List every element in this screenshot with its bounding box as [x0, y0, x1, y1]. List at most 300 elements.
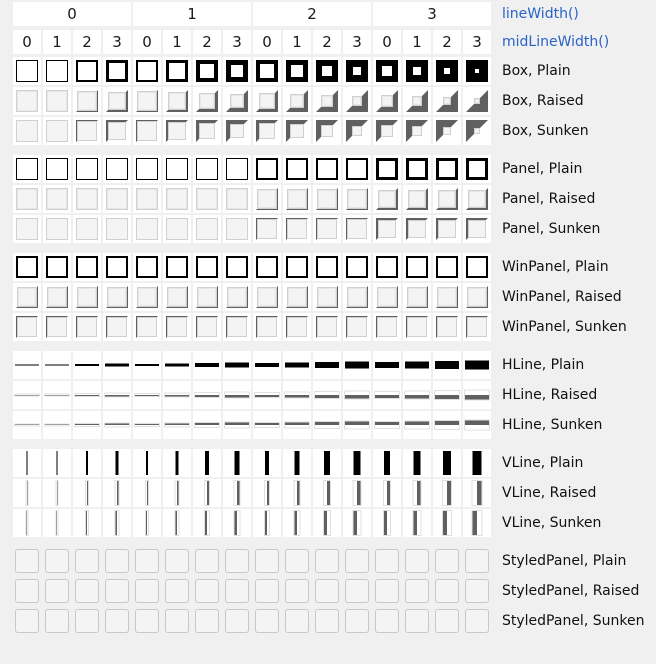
frame-sample: [46, 188, 68, 210]
frame-sample: [376, 286, 398, 308]
row-label: VLine, Sunken: [502, 515, 602, 531]
styled-panel-sample: [375, 549, 399, 573]
frame-sample: [466, 188, 488, 210]
frame-sample: [226, 218, 248, 240]
frame-sample: [406, 286, 428, 308]
sample-cell: [73, 479, 101, 507]
sample-cell: [283, 411, 311, 439]
hline-sample: [285, 423, 309, 428]
sample-cell: [283, 253, 311, 281]
sample-cell: [343, 313, 371, 341]
sample-cell: [193, 155, 221, 183]
row-label: VLine, Plain: [502, 455, 584, 471]
sample-cell: [13, 185, 41, 213]
styled-panel-sample: [195, 609, 219, 633]
sample-cell: [433, 283, 461, 311]
styled-panel-sample: [135, 579, 159, 603]
sample-cell: [43, 283, 71, 311]
sample-cell: [13, 57, 41, 85]
frame-sample: [46, 286, 68, 308]
hline-sample: [45, 365, 69, 366]
frame-sample: [46, 316, 68, 338]
sample-cell: [373, 351, 401, 379]
vline-sample: [27, 511, 28, 535]
frame-sample: [436, 60, 458, 82]
sample-row-cells: [0, 117, 492, 145]
frame-sample: [76, 120, 98, 142]
sample-cell: [283, 117, 311, 145]
sample-cell: [43, 509, 71, 537]
vline-sample: [27, 451, 28, 475]
vline-sample: [295, 481, 300, 505]
sample-cell: [103, 185, 131, 213]
frame-sample: [436, 256, 458, 278]
styled-panel-sample: [105, 579, 129, 603]
frame-sample: [346, 218, 368, 240]
sample-cell: [313, 381, 341, 409]
mid-line-width-header-row: [0, 28, 656, 56]
frame-sample: [76, 316, 98, 338]
frame-sample: [466, 158, 488, 180]
frame-sample: [106, 158, 128, 180]
sample-cell: [193, 547, 221, 575]
sample-cell: [13, 253, 41, 281]
sample-cell: [463, 283, 491, 311]
vline-sample: [354, 481, 361, 505]
frame-sample: [466, 256, 488, 278]
sample-row: [0, 86, 656, 116]
frame-sample: [196, 60, 218, 82]
hline-sample: [105, 394, 129, 397]
sample-cell: [463, 155, 491, 183]
vline-sample: [354, 451, 361, 475]
styled-panel-sample: [75, 579, 99, 603]
frame-sample: [196, 120, 218, 142]
vline-sample: [86, 481, 88, 505]
row-label: HLine, Raised: [502, 387, 598, 403]
hline-sample: [225, 363, 249, 368]
sample-cell: [403, 449, 431, 477]
styled-panel-sample: [195, 549, 219, 573]
sample-cell: [103, 577, 131, 605]
frame-sample: [226, 90, 248, 112]
sample-cell: [133, 577, 161, 605]
sample-cell: [253, 283, 281, 311]
mid-line-width-value: 3: [343, 30, 371, 54]
sample-cell: [223, 577, 251, 605]
frame-sample: [16, 90, 38, 112]
sample-cell: [13, 313, 41, 341]
styled-panel-sample: [345, 579, 369, 603]
row-label: WinPanel, Sunken: [502, 319, 627, 335]
frame-sample: [346, 90, 368, 112]
frame-sample: [316, 120, 338, 142]
sample-cell: [463, 381, 491, 409]
styled-panel-sample: [135, 609, 159, 633]
frame-sample: [16, 60, 38, 82]
sample-cell: [163, 607, 191, 635]
sample-cell: [253, 117, 281, 145]
styled-panel-sample: [15, 609, 39, 633]
sample-cell: [403, 509, 431, 537]
sample-cell: [133, 479, 161, 507]
sample-cell: [73, 313, 101, 341]
sample-cell: [193, 381, 221, 409]
styled-panel-sample: [315, 579, 339, 603]
sample-cell: [283, 607, 311, 635]
sample-cell: [43, 57, 71, 85]
hline-sample: [105, 424, 129, 427]
sample-cell: [343, 185, 371, 213]
sample-cell: [193, 449, 221, 477]
row-label: StyledPanel, Raised: [502, 583, 640, 599]
frame-sample: [76, 90, 98, 112]
sample-row-cells: [0, 155, 492, 183]
sample-cell: [253, 253, 281, 281]
sample-cell: [133, 381, 161, 409]
sample-cell: [283, 185, 311, 213]
frame-sample: [256, 158, 278, 180]
frame-sample: [376, 90, 398, 112]
sample-rows: [0, 56, 656, 636]
vline-sample: [414, 511, 421, 535]
hline-sample: [15, 395, 39, 396]
styled-panel-sample: [405, 549, 429, 573]
frame-sample: [196, 188, 218, 210]
sample-cell: [433, 313, 461, 341]
sample-cell: [73, 253, 101, 281]
sample-row: [0, 214, 656, 244]
sample-row: [0, 508, 656, 538]
styled-panel-sample: [345, 609, 369, 633]
hline-sample: [435, 421, 459, 429]
sample-cell: [163, 185, 191, 213]
row-label: Panel, Plain: [502, 161, 583, 177]
vline-sample: [116, 451, 119, 475]
sample-cell: [193, 117, 221, 145]
styled-panel-sample: [105, 609, 129, 633]
sample-cell: [313, 313, 341, 341]
sample-cell: [343, 509, 371, 537]
hline-sample: [135, 364, 159, 366]
hline-sample: [15, 425, 39, 426]
mid-line-width-value: 2: [433, 30, 461, 54]
vline-sample: [176, 451, 179, 475]
sample-cell: [343, 411, 371, 439]
hline-sample: [345, 362, 369, 369]
vline-sample: [384, 481, 390, 505]
frame-sample: [346, 316, 368, 338]
frame-sample: [316, 286, 338, 308]
sample-row: [0, 252, 656, 282]
sample-cell: [73, 57, 101, 85]
styled-panel-sample: [465, 579, 489, 603]
sample-cell: [463, 57, 491, 85]
frame-sample: [346, 256, 368, 278]
hline-sample: [75, 394, 99, 396]
frame-sample: [376, 218, 398, 240]
sample-cell: [283, 449, 311, 477]
sample-cell: [223, 215, 251, 243]
vline-sample: [146, 481, 148, 505]
sample-cell: [253, 547, 281, 575]
sample-cell: [163, 351, 191, 379]
sample-cell: [193, 313, 221, 341]
sample-cell: [103, 117, 131, 145]
sample-cell: [373, 253, 401, 281]
vline-sample: [324, 451, 330, 475]
styled-panel-sample: [15, 579, 39, 603]
frame-sample: [196, 316, 218, 338]
sample-cell: [103, 253, 131, 281]
sample-cell: [103, 381, 131, 409]
mid-line-width-value: 1: [403, 30, 431, 54]
styled-panel-sample: [285, 549, 309, 573]
frame-sample: [346, 120, 368, 142]
frame-sample: [346, 60, 368, 82]
sample-cell: [403, 283, 431, 311]
sample-cell: [223, 57, 251, 85]
sample-cell: [133, 509, 161, 537]
sample-cell: [343, 577, 371, 605]
frame-sample: [136, 158, 158, 180]
sample-cell: [13, 547, 41, 575]
frame-sample: [376, 256, 398, 278]
sample-cell: [283, 87, 311, 115]
styled-panel-sample: [465, 609, 489, 633]
sample-cell: [463, 215, 491, 243]
sample-cell: [13, 215, 41, 243]
frame-sample: [226, 188, 248, 210]
frame-sample: [346, 158, 368, 180]
sample-cell: [193, 607, 221, 635]
sample-cell: [133, 57, 161, 85]
frame-sample: [466, 60, 488, 82]
sample-cell: [193, 479, 221, 507]
frame-sample: [136, 60, 158, 82]
frame-sample: [466, 286, 488, 308]
mid-line-width-value: 1: [283, 30, 311, 54]
sample-cell: [283, 577, 311, 605]
frame-sample: [256, 120, 278, 142]
frame-sample: [286, 90, 308, 112]
sample-cell: [463, 479, 491, 507]
sample-cell: [73, 411, 101, 439]
vline-sample: [57, 511, 58, 535]
mid-line-width-value: 0: [253, 30, 281, 54]
sample-cell: [103, 547, 131, 575]
sample-cell: [313, 411, 341, 439]
vline-sample: [205, 451, 209, 475]
styled-panel-sample: [45, 609, 69, 633]
frame-sample: [376, 60, 398, 82]
vline-sample: [176, 481, 179, 505]
vline-sample: [86, 451, 88, 475]
hline-sample: [75, 424, 99, 426]
vline-sample: [295, 511, 300, 535]
sample-cell: [403, 313, 431, 341]
styled-panel-sample: [285, 579, 309, 603]
frame-sample: [316, 256, 338, 278]
hline-sample: [465, 391, 489, 400]
styled-panel-sample: [435, 579, 459, 603]
styled-panel-sample: [255, 579, 279, 603]
line-width-value: 0: [13, 2, 131, 26]
vline-sample: [116, 481, 119, 505]
sample-cell: [43, 253, 71, 281]
sample-cell: [253, 185, 281, 213]
sample-row-cells: [0, 449, 492, 477]
sample-row: [0, 312, 656, 342]
hline-sample: [315, 392, 339, 398]
sample-cell: [433, 57, 461, 85]
sample-cell: [133, 87, 161, 115]
sample-cell: [373, 411, 401, 439]
frame-sample: [436, 316, 458, 338]
styled-panel-sample: [435, 609, 459, 633]
sample-cell: [133, 351, 161, 379]
row-label: HLine, Sunken: [502, 417, 603, 433]
sample-cell: [163, 253, 191, 281]
vline-sample: [205, 481, 209, 505]
styled-panel-sample: [75, 549, 99, 573]
sample-cell: [313, 607, 341, 635]
hline-sample: [225, 393, 249, 398]
sample-cell: [313, 547, 341, 575]
sample-cell: [193, 283, 221, 311]
sample-cell: [133, 411, 161, 439]
sample-cell: [343, 351, 371, 379]
vline-sample: [295, 451, 300, 475]
frame-sample: [256, 256, 278, 278]
sample-cell: [223, 509, 251, 537]
mid-line-width-value: 2: [193, 30, 221, 54]
frame-sample: [316, 90, 338, 112]
sample-cell: [283, 57, 311, 85]
sample-cell: [193, 577, 221, 605]
styled-panel-sample: [165, 579, 189, 603]
sample-row: [0, 410, 656, 440]
mid-line-width-value: 0: [133, 30, 161, 54]
vline-sample: [205, 511, 209, 535]
vline-sample: [443, 451, 451, 475]
frame-sample: [166, 316, 188, 338]
sample-cell: [343, 547, 371, 575]
sample-cell: [313, 185, 341, 213]
sample-cell: [163, 87, 191, 115]
line-width-value: 2: [253, 2, 371, 26]
sample-cell: [223, 607, 251, 635]
sample-cell: [223, 87, 251, 115]
sample-cell: [13, 283, 41, 311]
frame-sample: [196, 256, 218, 278]
line-width-header-cells: [0, 2, 492, 26]
sample-cell: [403, 479, 431, 507]
row-label: VLine, Raised: [502, 485, 597, 501]
frame-sample: [316, 188, 338, 210]
hline-sample: [315, 362, 339, 368]
frame-sample: [286, 286, 308, 308]
sample-cell: [193, 87, 221, 115]
row-label: Box, Sunken: [502, 123, 589, 139]
sample-cell: [133, 155, 161, 183]
sample-cell: [163, 381, 191, 409]
sample-cell: [73, 155, 101, 183]
sample-cell: [223, 411, 251, 439]
hline-sample: [195, 393, 219, 397]
sample-cell: [313, 577, 341, 605]
sample-cell: [163, 313, 191, 341]
sample-row-cells: [0, 479, 492, 507]
hline-sample: [225, 423, 249, 428]
frame-sample: [166, 90, 188, 112]
sample-cell: [463, 411, 491, 439]
sample-row-cells: [0, 313, 492, 341]
sample-cell: [43, 87, 71, 115]
frame-sample: [106, 90, 128, 112]
frame-sample: [106, 286, 128, 308]
sample-cell: [13, 351, 41, 379]
frame-sample: [166, 218, 188, 240]
sample-cell: [223, 381, 251, 409]
hline-sample: [135, 394, 159, 396]
frame-sample: [286, 256, 308, 278]
frame-sample: [286, 218, 308, 240]
hline-sample: [105, 364, 129, 367]
frame-sample: [466, 218, 488, 240]
vline-sample: [57, 481, 58, 505]
styled-panel-sample: [135, 549, 159, 573]
sample-row: [0, 154, 656, 184]
hline-sample: [435, 391, 459, 399]
sample-cell: [73, 381, 101, 409]
frame-sample: [76, 286, 98, 308]
sample-cell: [133, 449, 161, 477]
sample-cell: [43, 215, 71, 243]
sample-cell: [103, 155, 131, 183]
sample-cell: [163, 509, 191, 537]
sample-cell: [463, 185, 491, 213]
frame-sample: [46, 158, 68, 180]
sample-row: [0, 56, 656, 86]
styled-panel-sample: [315, 609, 339, 633]
mid-line-width-header-cells: [0, 30, 492, 54]
frame-sample: [316, 60, 338, 82]
frame-sample: [406, 120, 428, 142]
sample-cell: [163, 449, 191, 477]
frame-sample: [406, 256, 428, 278]
vline-sample: [146, 511, 148, 535]
frame-sample: [226, 256, 248, 278]
sample-cell: [403, 155, 431, 183]
styled-panel-sample: [75, 609, 99, 633]
mid-line-width-value: 2: [313, 30, 341, 54]
sample-cell: [223, 351, 251, 379]
sample-cell: [343, 57, 371, 85]
hline-sample: [405, 362, 429, 369]
hline-sample: [285, 393, 309, 398]
sample-cell: [163, 117, 191, 145]
frame-sample: [436, 188, 458, 210]
frame-sample: [226, 60, 248, 82]
sample-cell: [283, 479, 311, 507]
frame-sample: [346, 188, 368, 210]
hline-sample: [135, 424, 159, 426]
sample-cell: [463, 577, 491, 605]
hline-sample: [255, 393, 279, 397]
sample-cell: [403, 381, 431, 409]
styled-panel-sample: [405, 609, 429, 633]
